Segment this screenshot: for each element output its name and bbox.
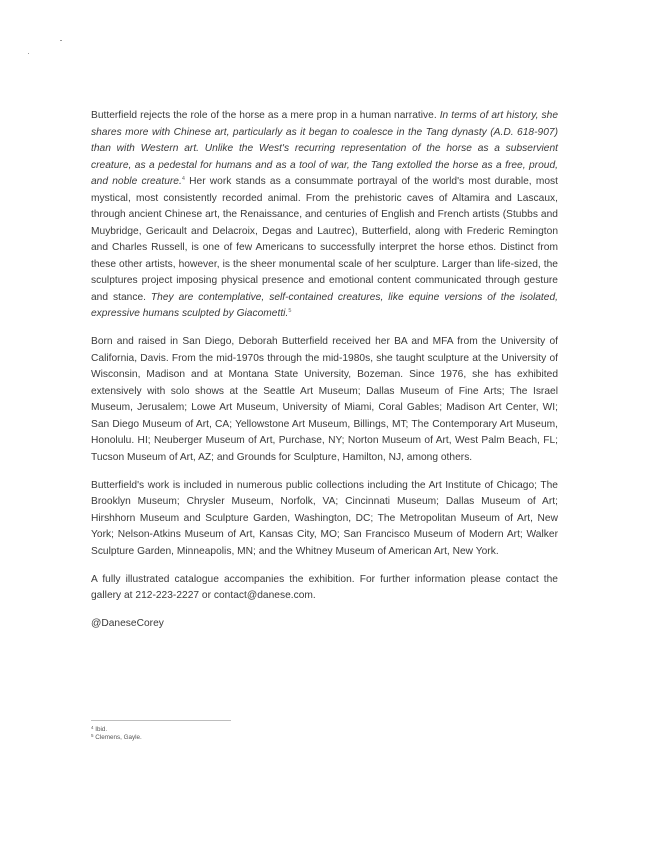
footnote-number: 5 xyxy=(91,733,94,738)
footnotes xyxy=(91,726,142,742)
footnote-number: 4 xyxy=(91,725,94,730)
footnote-text: Clemens, Gayle. xyxy=(95,734,142,741)
document-body xyxy=(91,108,558,644)
footnote-ref-4: 4 xyxy=(181,176,185,182)
footnote-divider xyxy=(91,720,231,721)
text-run: Butterfield rejects the role of the horse as a mere prop in a human narrative. xyxy=(91,110,440,121)
footnote-text: Ibid. xyxy=(95,726,108,733)
paragraph-collections: Butterfield's work is included in numerous public collections including the Art Institute of Chicago; The Brooklyn Museum; Chrysler Museum, Norfolk, VA; Cincinnati Museum; Dallas Museum of Art; Hirshhorn Museum and Sculpture Garden, Washington, DC; The Metropolitan Museum of Art, New York; Nelson-Atkins Museum of Art, Kansas City, MO; San Francisco Museum of Modern Art; Walker Sculpture Garden, Minneapolis, MN; and the Whitney Museum of American Art, New York. xyxy=(91,479,558,557)
footnote-ref-5: 5 xyxy=(288,308,292,314)
footnote-item xyxy=(91,726,142,734)
paragraph-biography: Born and raised in San Diego, Deborah Butterfield received her BA and MFA from the University of California, Davis. From the mid-1970s through the mid-1980s, she taught sculpture at the University of Wisconsin, Madison and at Montana State University, Bozeman. Since 1976, she has exhibited extensively with solo shows at the Seattle Art Museum; Dallas Museum of Fine Arts; The Israel Museum, Jerusalem; Lowe Art Museum, University of Miami, Coral Gables; Madison Art Center, WI; San Diego Museum of Art, CA; Yellowstone Art Museum, Billings, MT; The Contemporary Art Museum, Honolulu. HI; Neuberger Museum of Art, Purchase, NY; Norton Museum of Art, West Palm Beach, FL; Tucson Museum of Art, AZ; and Grounds for Sculpture, Hamilton, NJ, among others. xyxy=(91,336,558,463)
footnote-item xyxy=(91,734,142,742)
scan-speck xyxy=(60,40,62,41)
paragraph-contact: A fully illustrated catalogue accompanies the exhibition. For further information please contact the gallery at 212-223-2227 or contact@danese.com. xyxy=(91,573,558,601)
social-handle: @DaneseCorey xyxy=(91,618,164,629)
scan-speck xyxy=(28,53,29,54)
italic-text-run: They are contemplative, self-contained creatures, like equine versions of the isolated, expressive humans sculpted by Giacometti. xyxy=(91,291,558,319)
paragraph-horse-history xyxy=(91,108,558,323)
italic-text-run: In terms of art history, she shares more with Chinese art, particularly as it began to coalesce in the Tang dynasty (A.D. 618-907) than with Western art. Unlike the West's recurring representation of the horse as a subservient creature, as a pedestal for humans and as a tool of war, the Tang extolled the horse as a free, proud, and noble creature. xyxy=(91,110,558,187)
text-run: Her work stands as a consummate portrayal of the world's most durable, most mystical, most consistently recorded animal. From the prehistoric caves of Altamira and Lascaux, through ancient Chinese art, the Renaissance, and centuries of English and French artists (Stubbs and Muybridge, Gericault and Delacroix, Degas and Lautrec), Butterfield, along with Frederic Remington and Charles Russell, is one of few Americans to successfully interpret the horse ethos. Distinct from these other artists, however, is the sheer monumental scale of her sculpture. Larger than life-sized, the sculptures project imposing physical presence and emotional content communicated through gesture and stance. xyxy=(91,176,558,303)
